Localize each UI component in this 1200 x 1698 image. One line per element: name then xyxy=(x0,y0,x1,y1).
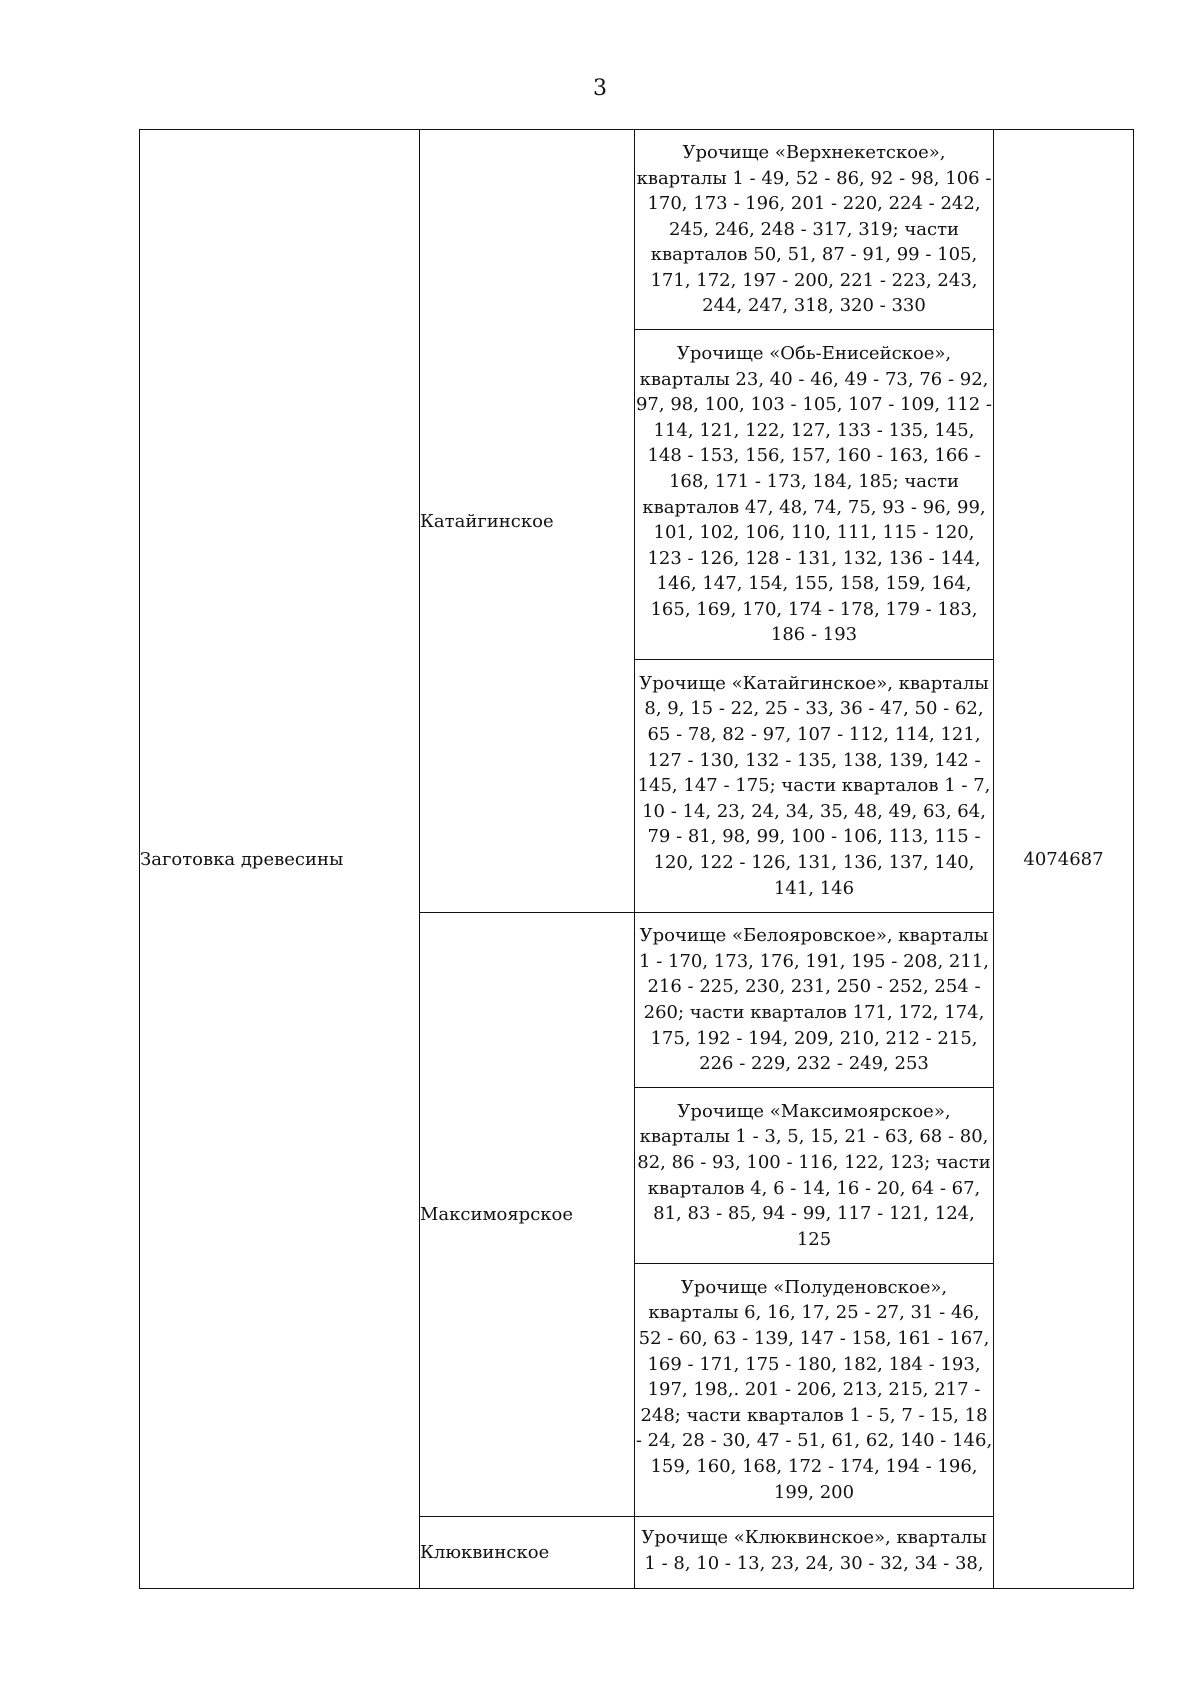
area-text: Урочище «Верхнекетское», кварталы 1 - 49, 52 - 86, 92 - 98, 106 - 170, 173 - 196, 201 - 220, 224 - 242, 245, 246, 248 - 317, 319; части кварталов 50, 51, 87 - 91, 99 - 105, 171, 172, 197 - 200, 221 - 223, 243, 244, 247, 318, 320 - 330 xyxy=(636,141,992,317)
forestry-cell-kataiginskoe: Катайгинское xyxy=(420,130,635,913)
table-row xyxy=(140,130,1134,330)
page-number: 3 xyxy=(593,76,607,101)
area-text: Урочище «Полуденовское», кварталы 6, 16, 17, 25 - 27, 31 - 46, 52 - 60, 63 - 139, 147 - 158, 161 - 167, 169 - 171, 175 - 180, 182, 184 - 193, 197, 198,. 201 - 206, 213, 215, 217 - 248; части кварталов 1 - 5, 7 - 15, 18 - 24, 28 - 30, 47 - 51, 61, 62, 140 - 146, 159, 160, 168, 172 - 174, 194 - 196, 199, 200 xyxy=(635,1276,993,1503)
activity-cell: Заготовка древесины xyxy=(140,130,420,1589)
area-text: Урочище «Обь-Енисейское», кварталы 23, 40 - 46, 49 - 73, 76 - 92, 97, 98, 100, 103 - 105, 107 - 109, 112 - 114, 121, 122, 127, 133 - 135, 145, 148 - 153, 156, 157, 160 - 163, 166 - 168, 171 - 173, 184, 185; части кварталов 47, 48, 74, 75, 93 - 96, 99, 101, 102, 106, 110, 111, 115 - 120, 123 - 126, 128 - 131, 132, 136 - 144, 146, 147, 154, 155, 158, 159, 164, 165, 169, 170, 174 - 178, 179 - 183, 186 - 193 xyxy=(635,342,993,646)
area-text: Урочище «Белояровское», кварталы 1 - 170, 173, 176, 191, 195 - 208, 211, 216 - 225, 230, 231, 250 - 252, 254 - 260; части кварталов 171, 172, 174, 175, 192 - 194, 209, 210, 212 - 215, 226 - 229, 232 - 249, 253 xyxy=(639,925,989,1075)
area-text: Урочище «Максимоярское», кварталы 1 - 3, 5, 15, 21 - 63, 68 - 80, 82, 86 - 93, 100 - 116, 122, 123; части кварталов 4, 6 - 14, 16 - 20, 64 - 67, 81, 83 - 85, 94 - 99, 117 - 121, 124, 125 xyxy=(637,1100,991,1250)
volume-cell: 4074687 xyxy=(994,130,1134,1589)
area-cell xyxy=(635,660,994,913)
forestry-cell-klyukvinskoe: Клюквинское xyxy=(420,1517,635,1589)
area-cell xyxy=(635,330,994,660)
area-cell xyxy=(635,913,994,1088)
forestry-cell-maksimoyarskoe: Максимоярское xyxy=(420,913,635,1517)
area-cell xyxy=(635,130,994,330)
area-cell xyxy=(635,1264,994,1517)
area-text: Урочище «Катайгинское», кварталы 8, 9, 15 - 22, 25 - 33, 36 - 47, 50 - 62, 65 - 78, 82 - 97, 107 - 112, 114, 121, 127 - 130, 132 - 135, 138, 139, 142 - 145, 147 - 175; части кварталов 1 - 7, 10 - 14, 23, 24, 34, 35, 48, 49, 63, 64, 79 - 81, 98, 99, 100 - 106, 113, 115 - 120, 122 - 126, 131, 136, 137, 140, 141, 146 xyxy=(637,672,991,899)
area-cell xyxy=(635,1517,994,1589)
forest-use-table xyxy=(139,129,1134,1589)
area-text: Урочище «Клюквинское», кварталы 1 - 8, 10 - 13, 23, 24, 30 - 32, 34 - 38, xyxy=(641,1527,987,1574)
area-cell xyxy=(635,1088,994,1264)
